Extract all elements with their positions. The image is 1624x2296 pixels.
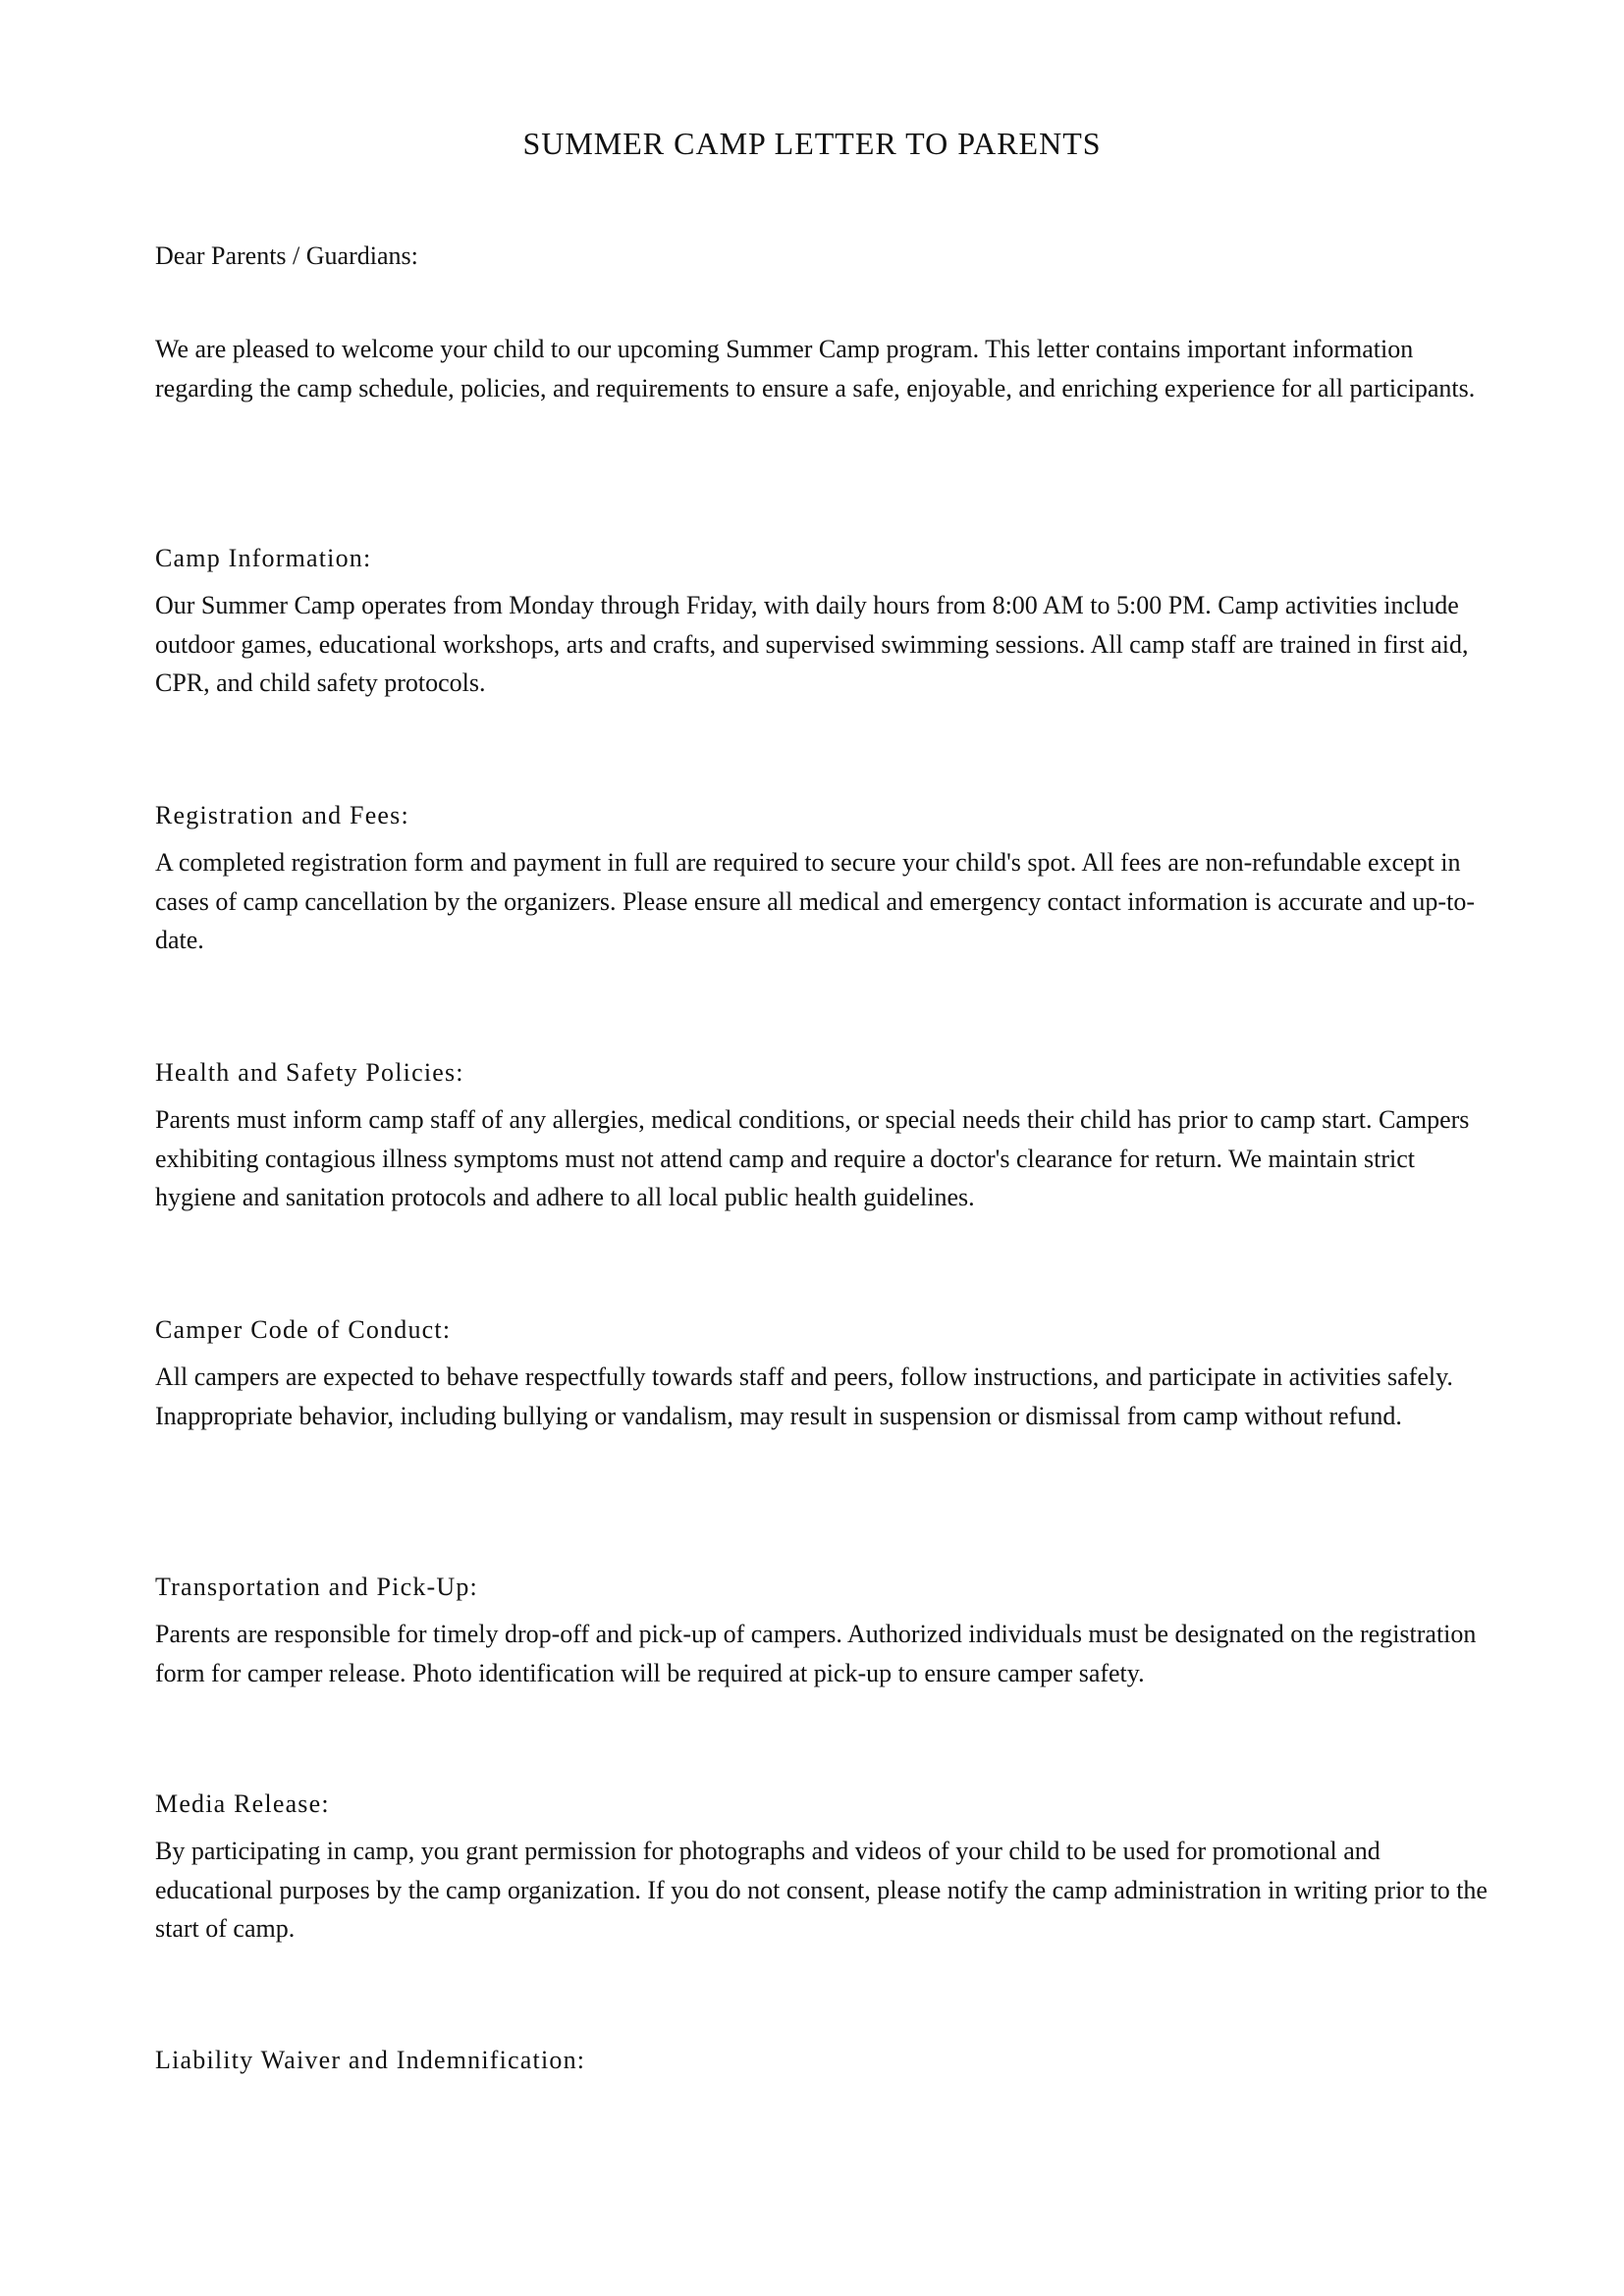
section-code-of-conduct [155, 1312, 1490, 1435]
section-heading: Transportation and Pick-Up: [155, 1573, 478, 1601]
section-body: Our Summer Camp operates from Monday through Friday, with daily hours from 8:00 AM to 5:00 PM. Camp activities include outdoor games, educational workshops, arts and crafts, and supervised swimming sessions. All camp staff are trained in first aid, CPR, and child safety protocols. [155, 591, 1469, 697]
section-camp-information [155, 541, 1490, 703]
section-body: All campers are expected to behave respectfully towards staff and peers, follow instructions, and participate in activities safely. Inappropriate behavior, including bullying or vandalism, may result in suspension or dismissal from camp without refund. [155, 1362, 1453, 1430]
section-heading: Camper Code of Conduct: [155, 1315, 452, 1344]
intro-paragraph: We are pleased to welcome your child to our upcoming Summer Camp program. This letter contains important information regarding the camp schedule, policies, and requirements to ensure a safe, enjoyable, and enriching experience for all participants. [155, 335, 1476, 402]
section-body: Parents are responsible for timely drop-off and pick-up of campers. Authorized individuals must be designated on the registration form for camper release. Photo identification will be required at pick-up to ensure camper safety. [155, 1620, 1477, 1687]
section-heading: Registration and Fees: [155, 801, 409, 829]
section-health-and-safety [155, 1055, 1490, 1217]
section-liability-waiver [155, 2043, 1490, 2088]
section-media-release [155, 1787, 1490, 1949]
section-registration-and-fees [155, 798, 1490, 960]
salutation: Dear Parents / Guardians: [155, 241, 418, 270]
section-body: Parents must inform camp staff of any allergies, medical conditions, or special needs their child has prior to camp start. Campers exhibiting contagious illness symptoms must not attend camp and require a doctor's clearance for return. We maintain strict hygiene and sanitation protocols and adhere to all local public health guidelines. [155, 1105, 1470, 1211]
section-transportation [155, 1570, 1490, 1692]
section-heading: Media Release: [155, 1789, 330, 1818]
document-title: SUMMER CAMP LETTER TO PARENTS [522, 126, 1102, 161]
section-heading: Camp Information: [155, 544, 372, 572]
section-body: A completed registration form and payment in full are required to secure your child's spot. All fees are non-refundable except in cases of camp cancellation by the organizers. Please ensure all medical and emergency contact information is accurate and up-to-date. [155, 848, 1475, 954]
section-heading: Liability Waiver and Indemnification: [155, 2046, 586, 2074]
section-body: By participating in camp, you grant permission for photographs and videos of your child to be used for promotional and educational purposes by the camp organization. If you do not consent, please notify the camp administration in writing prior to the start of camp. [155, 1837, 1488, 1943]
section-heading: Health and Safety Policies: [155, 1058, 464, 1087]
